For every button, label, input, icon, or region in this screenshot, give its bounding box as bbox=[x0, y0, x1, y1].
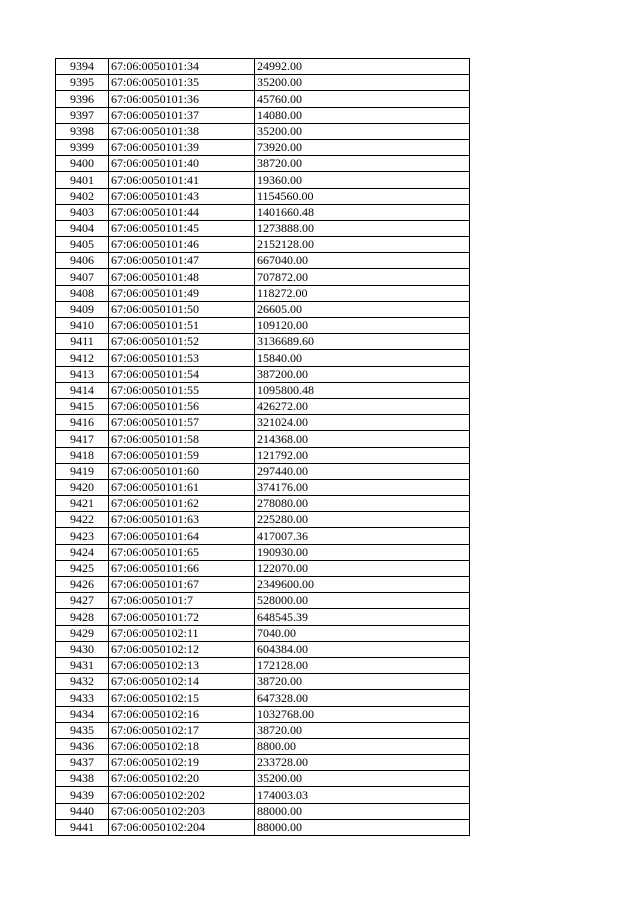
table-row bbox=[56, 156, 470, 172]
cadastral-number-cell: 67:06:0050101:61 bbox=[109, 479, 255, 495]
cadastral-value-cell: 38720.00 bbox=[255, 156, 470, 172]
row-number-cell: 9438 bbox=[56, 771, 109, 787]
row-number-cell: 9401 bbox=[56, 172, 109, 188]
cadastral-value-cell: 8800.00 bbox=[255, 738, 470, 754]
row-number-cell: 9414 bbox=[56, 382, 109, 398]
row-number-cell: 9433 bbox=[56, 690, 109, 706]
cadastral-value-cell: 118272.00 bbox=[255, 285, 470, 301]
table-row bbox=[56, 447, 470, 463]
cadastral-value-cell: 121792.00 bbox=[255, 447, 470, 463]
table-row bbox=[56, 771, 470, 787]
cadastral-value-cell: 604384.00 bbox=[255, 641, 470, 657]
cadastral-value-cell: 15840.00 bbox=[255, 350, 470, 366]
cadastral-value-table bbox=[55, 58, 470, 836]
cadastral-value-cell: 1154560.00 bbox=[255, 188, 470, 204]
cadastral-value-cell: 528000.00 bbox=[255, 593, 470, 609]
table-row bbox=[56, 237, 470, 253]
cadastral-value-cell: 88000.00 bbox=[255, 803, 470, 819]
row-number-cell: 9421 bbox=[56, 496, 109, 512]
cadastral-value-cell: 7040.00 bbox=[255, 625, 470, 641]
cadastral-value-cell: 1032768.00 bbox=[255, 706, 470, 722]
table-row bbox=[56, 625, 470, 641]
table-row bbox=[56, 738, 470, 754]
table-row bbox=[56, 382, 470, 398]
table-row bbox=[56, 819, 470, 835]
row-number-cell: 9420 bbox=[56, 479, 109, 495]
cadastral-value-cell: 14080.00 bbox=[255, 107, 470, 123]
cadastral-number-cell: 67:06:0050102:12 bbox=[109, 641, 255, 657]
row-number-cell: 9429 bbox=[56, 625, 109, 641]
row-number-cell: 9437 bbox=[56, 755, 109, 771]
cadastral-value-cell: 387200.00 bbox=[255, 366, 470, 382]
table-row bbox=[56, 657, 470, 673]
row-number-cell: 9440 bbox=[56, 803, 109, 819]
table-row bbox=[56, 350, 470, 366]
cadastral-value-cell: 35200.00 bbox=[255, 771, 470, 787]
row-number-cell: 9402 bbox=[56, 188, 109, 204]
cadastral-number-cell: 67:06:0050102:13 bbox=[109, 657, 255, 673]
table-row bbox=[56, 577, 470, 593]
row-number-cell: 9432 bbox=[56, 674, 109, 690]
row-number-cell: 9394 bbox=[56, 59, 109, 75]
cadastral-value-cell: 88000.00 bbox=[255, 819, 470, 835]
cadastral-number-cell: 67:06:0050101:7 bbox=[109, 593, 255, 609]
table-row bbox=[56, 674, 470, 690]
cadastral-value-cell: 278080.00 bbox=[255, 496, 470, 512]
row-number-cell: 9412 bbox=[56, 350, 109, 366]
cadastral-value-cell: 667040.00 bbox=[255, 253, 470, 269]
table-row bbox=[56, 496, 470, 512]
cadastral-number-cell: 67:06:0050101:56 bbox=[109, 398, 255, 414]
cadastral-number-cell: 67:06:0050101:43 bbox=[109, 188, 255, 204]
table-row bbox=[56, 318, 470, 334]
table-row bbox=[56, 204, 470, 220]
cadastral-number-cell: 67:06:0050101:39 bbox=[109, 139, 255, 155]
cadastral-number-cell: 67:06:0050102:16 bbox=[109, 706, 255, 722]
cadastral-number-cell: 67:06:0050102:14 bbox=[109, 674, 255, 690]
row-number-cell: 9411 bbox=[56, 334, 109, 350]
row-number-cell: 9436 bbox=[56, 738, 109, 754]
cadastral-number-cell: 67:06:0050101:45 bbox=[109, 220, 255, 236]
table-row bbox=[56, 512, 470, 528]
cadastral-value-cell: 707872.00 bbox=[255, 269, 470, 285]
cadastral-value-cell: 648545.39 bbox=[255, 609, 470, 625]
row-number-cell: 9404 bbox=[56, 220, 109, 236]
cadastral-number-cell: 67:06:0050102:17 bbox=[109, 722, 255, 738]
row-number-cell: 9413 bbox=[56, 366, 109, 382]
table-row bbox=[56, 366, 470, 382]
table-row bbox=[56, 220, 470, 236]
table-row bbox=[56, 609, 470, 625]
table-row bbox=[56, 59, 470, 75]
cadastral-number-cell: 67:06:0050101:60 bbox=[109, 463, 255, 479]
table-row bbox=[56, 431, 470, 447]
cadastral-value-cell: 38720.00 bbox=[255, 722, 470, 738]
cadastral-value-cell: 190930.00 bbox=[255, 544, 470, 560]
cadastral-number-cell: 67:06:0050102:15 bbox=[109, 690, 255, 706]
cadastral-number-cell: 67:06:0050101:37 bbox=[109, 107, 255, 123]
table-row bbox=[56, 139, 470, 155]
table-body bbox=[56, 59, 470, 836]
row-number-cell: 9431 bbox=[56, 657, 109, 673]
table-row bbox=[56, 301, 470, 317]
row-number-cell: 9410 bbox=[56, 318, 109, 334]
cadastral-number-cell: 67:06:0050102:203 bbox=[109, 803, 255, 819]
table-row bbox=[56, 398, 470, 414]
cadastral-number-cell: 67:06:0050101:53 bbox=[109, 350, 255, 366]
cadastral-number-cell: 67:06:0050101:51 bbox=[109, 318, 255, 334]
cadastral-number-cell: 67:06:0050101:40 bbox=[109, 156, 255, 172]
table-row bbox=[56, 269, 470, 285]
row-number-cell: 9434 bbox=[56, 706, 109, 722]
row-number-cell: 9427 bbox=[56, 593, 109, 609]
table-row bbox=[56, 544, 470, 560]
cadastral-value-cell: 426272.00 bbox=[255, 398, 470, 414]
table-row bbox=[56, 188, 470, 204]
table-row bbox=[56, 593, 470, 609]
cadastral-value-cell: 26605.00 bbox=[255, 301, 470, 317]
row-number-cell: 9403 bbox=[56, 204, 109, 220]
cadastral-value-cell: 1095800.48 bbox=[255, 382, 470, 398]
table-row bbox=[56, 560, 470, 576]
row-number-cell: 9422 bbox=[56, 512, 109, 528]
cadastral-number-cell: 67:06:0050101:47 bbox=[109, 253, 255, 269]
row-number-cell: 9396 bbox=[56, 91, 109, 107]
row-number-cell: 9426 bbox=[56, 577, 109, 593]
cadastral-number-cell: 67:06:0050101:57 bbox=[109, 415, 255, 431]
table-row bbox=[56, 755, 470, 771]
row-number-cell: 9409 bbox=[56, 301, 109, 317]
cadastral-number-cell: 67:06:0050101:65 bbox=[109, 544, 255, 560]
row-number-cell: 9439 bbox=[56, 787, 109, 803]
cadastral-value-cell: 38720.00 bbox=[255, 674, 470, 690]
table-row bbox=[56, 253, 470, 269]
cadastral-value-cell: 214368.00 bbox=[255, 431, 470, 447]
cadastral-number-cell: 67:06:0050101:50 bbox=[109, 301, 255, 317]
row-number-cell: 9407 bbox=[56, 269, 109, 285]
row-number-cell: 9441 bbox=[56, 819, 109, 835]
cadastral-value-cell: 2152128.00 bbox=[255, 237, 470, 253]
row-number-cell: 9406 bbox=[56, 253, 109, 269]
table-row bbox=[56, 285, 470, 301]
cadastral-number-cell: 67:06:0050101:36 bbox=[109, 91, 255, 107]
cadastral-number-cell: 67:06:0050101:67 bbox=[109, 577, 255, 593]
cadastral-value-cell: 122070.00 bbox=[255, 560, 470, 576]
row-number-cell: 9400 bbox=[56, 156, 109, 172]
row-number-cell: 9405 bbox=[56, 237, 109, 253]
cadastral-number-cell: 67:06:0050101:58 bbox=[109, 431, 255, 447]
row-number-cell: 9423 bbox=[56, 528, 109, 544]
table-row bbox=[56, 91, 470, 107]
cadastral-value-cell: 24992.00 bbox=[255, 59, 470, 75]
table-row bbox=[56, 172, 470, 188]
row-number-cell: 9418 bbox=[56, 447, 109, 463]
cadastral-number-cell: 67:06:0050102:204 bbox=[109, 819, 255, 835]
row-number-cell: 9395 bbox=[56, 75, 109, 91]
table-row bbox=[56, 706, 470, 722]
table-row bbox=[56, 690, 470, 706]
cadastral-value-cell: 35200.00 bbox=[255, 75, 470, 91]
cadastral-value-cell: 225280.00 bbox=[255, 512, 470, 528]
table-row bbox=[56, 803, 470, 819]
cadastral-number-cell: 67:06:0050102:20 bbox=[109, 771, 255, 787]
cadastral-value-cell: 1273888.00 bbox=[255, 220, 470, 236]
cadastral-number-cell: 67:06:0050102:19 bbox=[109, 755, 255, 771]
cadastral-number-cell: 67:06:0050101:52 bbox=[109, 334, 255, 350]
cadastral-number-cell: 67:06:0050101:66 bbox=[109, 560, 255, 576]
cadastral-value-cell: 321024.00 bbox=[255, 415, 470, 431]
cadastral-value-cell: 647328.00 bbox=[255, 690, 470, 706]
row-number-cell: 9419 bbox=[56, 463, 109, 479]
cadastral-value-cell: 233728.00 bbox=[255, 755, 470, 771]
cadastral-value-cell: 417007.36 bbox=[255, 528, 470, 544]
row-number-cell: 9408 bbox=[56, 285, 109, 301]
cadastral-value-cell: 3136689.60 bbox=[255, 334, 470, 350]
table-row bbox=[56, 107, 470, 123]
cadastral-number-cell: 67:06:0050101:64 bbox=[109, 528, 255, 544]
table-row bbox=[56, 123, 470, 139]
row-number-cell: 9399 bbox=[56, 139, 109, 155]
row-number-cell: 9398 bbox=[56, 123, 109, 139]
cadastral-value-cell: 73920.00 bbox=[255, 139, 470, 155]
cadastral-value-cell: 2349600.00 bbox=[255, 577, 470, 593]
cadastral-value-cell: 19360.00 bbox=[255, 172, 470, 188]
table-row bbox=[56, 479, 470, 495]
row-number-cell: 9417 bbox=[56, 431, 109, 447]
cadastral-number-cell: 67:06:0050101:46 bbox=[109, 237, 255, 253]
cadastral-value-cell: 1401660.48 bbox=[255, 204, 470, 220]
table-row bbox=[56, 334, 470, 350]
cadastral-value-cell: 374176.00 bbox=[255, 479, 470, 495]
row-number-cell: 9435 bbox=[56, 722, 109, 738]
row-number-cell: 9415 bbox=[56, 398, 109, 414]
table-row bbox=[56, 528, 470, 544]
cadastral-value-cell: 297440.00 bbox=[255, 463, 470, 479]
cadastral-number-cell: 67:06:0050101:72 bbox=[109, 609, 255, 625]
row-number-cell: 9425 bbox=[56, 560, 109, 576]
cadastral-number-cell: 67:06:0050102:202 bbox=[109, 787, 255, 803]
cadastral-number-cell: 67:06:0050102:18 bbox=[109, 738, 255, 754]
cadastral-number-cell: 67:06:0050101:59 bbox=[109, 447, 255, 463]
cadastral-value-cell: 109120.00 bbox=[255, 318, 470, 334]
cadastral-number-cell: 67:06:0050102:11 bbox=[109, 625, 255, 641]
cadastral-number-cell: 67:06:0050101:38 bbox=[109, 123, 255, 139]
cadastral-number-cell: 67:06:0050101:41 bbox=[109, 172, 255, 188]
cadastral-number-cell: 67:06:0050101:62 bbox=[109, 496, 255, 512]
cadastral-value-cell: 174003.03 bbox=[255, 787, 470, 803]
cadastral-number-cell: 67:06:0050101:54 bbox=[109, 366, 255, 382]
table-row bbox=[56, 787, 470, 803]
cadastral-number-cell: 67:06:0050101:34 bbox=[109, 59, 255, 75]
row-number-cell: 9430 bbox=[56, 641, 109, 657]
table-row bbox=[56, 641, 470, 657]
cadastral-number-cell: 67:06:0050101:63 bbox=[109, 512, 255, 528]
cadastral-number-cell: 67:06:0050101:55 bbox=[109, 382, 255, 398]
cadastral-number-cell: 67:06:0050101:44 bbox=[109, 204, 255, 220]
cadastral-number-cell: 67:06:0050101:49 bbox=[109, 285, 255, 301]
cadastral-value-cell: 45760.00 bbox=[255, 91, 470, 107]
table-row bbox=[56, 463, 470, 479]
cadastral-number-cell: 67:06:0050101:48 bbox=[109, 269, 255, 285]
table-row bbox=[56, 722, 470, 738]
row-number-cell: 9428 bbox=[56, 609, 109, 625]
cadastral-value-cell: 172128.00 bbox=[255, 657, 470, 673]
table-row bbox=[56, 415, 470, 431]
cadastral-value-cell: 35200.00 bbox=[255, 123, 470, 139]
row-number-cell: 9424 bbox=[56, 544, 109, 560]
table-row bbox=[56, 75, 470, 91]
row-number-cell: 9397 bbox=[56, 107, 109, 123]
row-number-cell: 9416 bbox=[56, 415, 109, 431]
cadastral-number-cell: 67:06:0050101:35 bbox=[109, 75, 255, 91]
